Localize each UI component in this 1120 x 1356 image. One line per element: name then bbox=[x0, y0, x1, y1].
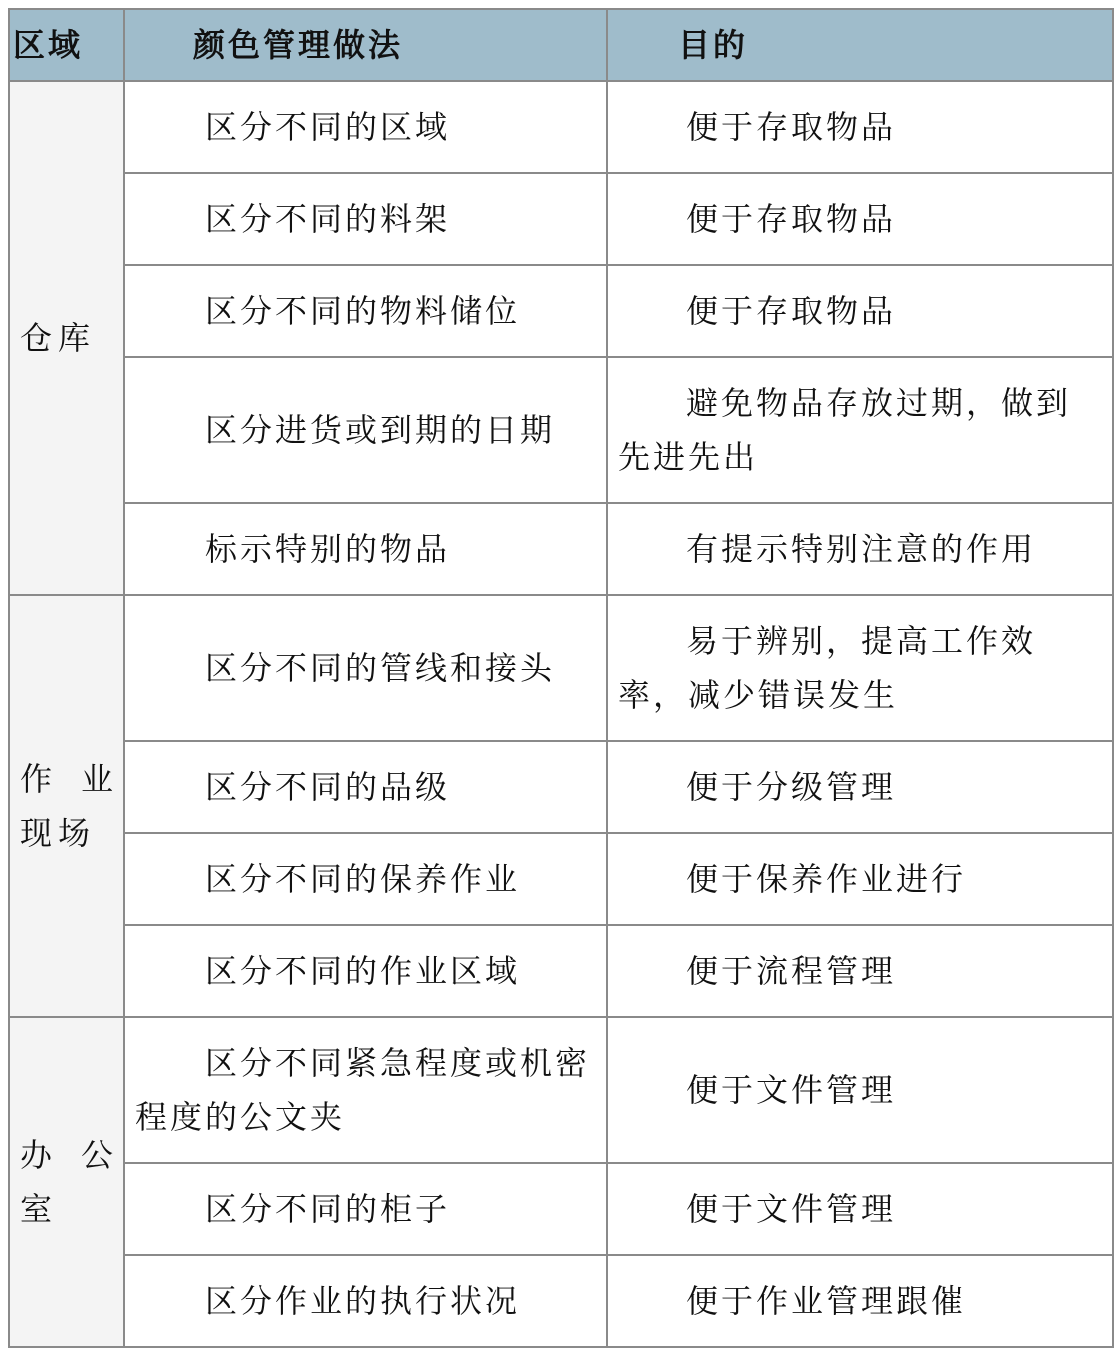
table-row bbox=[9, 1255, 1113, 1347]
table-row bbox=[9, 833, 1113, 925]
purpose-cell: 便于文件管理 bbox=[607, 1163, 1113, 1255]
header-area: 区域 bbox=[9, 9, 124, 81]
purpose-cell: 易于辨别，提高工作效率，减少错误发生 bbox=[607, 595, 1113, 741]
purpose-cell: 便于保养作业进行 bbox=[607, 833, 1113, 925]
table-row bbox=[9, 741, 1113, 833]
table-row bbox=[9, 1163, 1113, 1255]
method-cell: 区分不同紧急程度或机密程度的公文夹 bbox=[124, 1017, 607, 1163]
header-row bbox=[9, 9, 1113, 81]
purpose-cell: 便于分级管理 bbox=[607, 741, 1113, 833]
method-cell: 区分不同的区域 bbox=[124, 81, 607, 173]
table-body bbox=[9, 81, 1113, 1347]
area-cell-office: 办 公 室 bbox=[9, 1017, 124, 1347]
purpose-cell: 便于文件管理 bbox=[607, 1017, 1113, 1163]
header-method: 颜色管理做法 bbox=[124, 9, 607, 81]
table-row bbox=[9, 925, 1113, 1017]
table-row bbox=[9, 357, 1113, 503]
area-cell-worksite: 作 业 现场 bbox=[9, 595, 124, 1017]
purpose-cell: 避免物品存放过期，做到先进先出 bbox=[607, 357, 1113, 503]
purpose-cell: 便于存取物品 bbox=[607, 81, 1113, 173]
purpose-cell: 便于流程管理 bbox=[607, 925, 1113, 1017]
method-cell: 区分不同的管线和接头 bbox=[124, 595, 607, 741]
purpose-cell: 有提示特别注意的作用 bbox=[607, 503, 1113, 595]
method-cell: 标示特别的物品 bbox=[124, 503, 607, 595]
method-cell: 区分不同的柜子 bbox=[124, 1163, 607, 1255]
purpose-cell: 便于作业管理跟催 bbox=[607, 1255, 1113, 1347]
method-cell: 区分不同的品级 bbox=[124, 741, 607, 833]
header-purpose: 目的 bbox=[607, 9, 1113, 81]
table-row bbox=[9, 173, 1113, 265]
purpose-cell: 便于存取物品 bbox=[607, 265, 1113, 357]
table-header bbox=[9, 9, 1113, 81]
method-cell: 区分不同的保养作业 bbox=[124, 833, 607, 925]
table-row bbox=[9, 81, 1113, 173]
table-row bbox=[9, 1017, 1113, 1163]
table-row bbox=[9, 503, 1113, 595]
area-cell-warehouse: 仓库 bbox=[9, 81, 124, 595]
color-management-table bbox=[8, 8, 1114, 1348]
method-cell: 区分作业的执行状况 bbox=[124, 1255, 607, 1347]
method-cell: 区分不同的作业区域 bbox=[124, 925, 607, 1017]
purpose-cell: 便于存取物品 bbox=[607, 173, 1113, 265]
method-cell: 区分不同的物料储位 bbox=[124, 265, 607, 357]
table-row bbox=[9, 265, 1113, 357]
method-cell: 区分进货或到期的日期 bbox=[124, 357, 607, 503]
method-cell: 区分不同的料架 bbox=[124, 173, 607, 265]
table-row bbox=[9, 595, 1113, 741]
